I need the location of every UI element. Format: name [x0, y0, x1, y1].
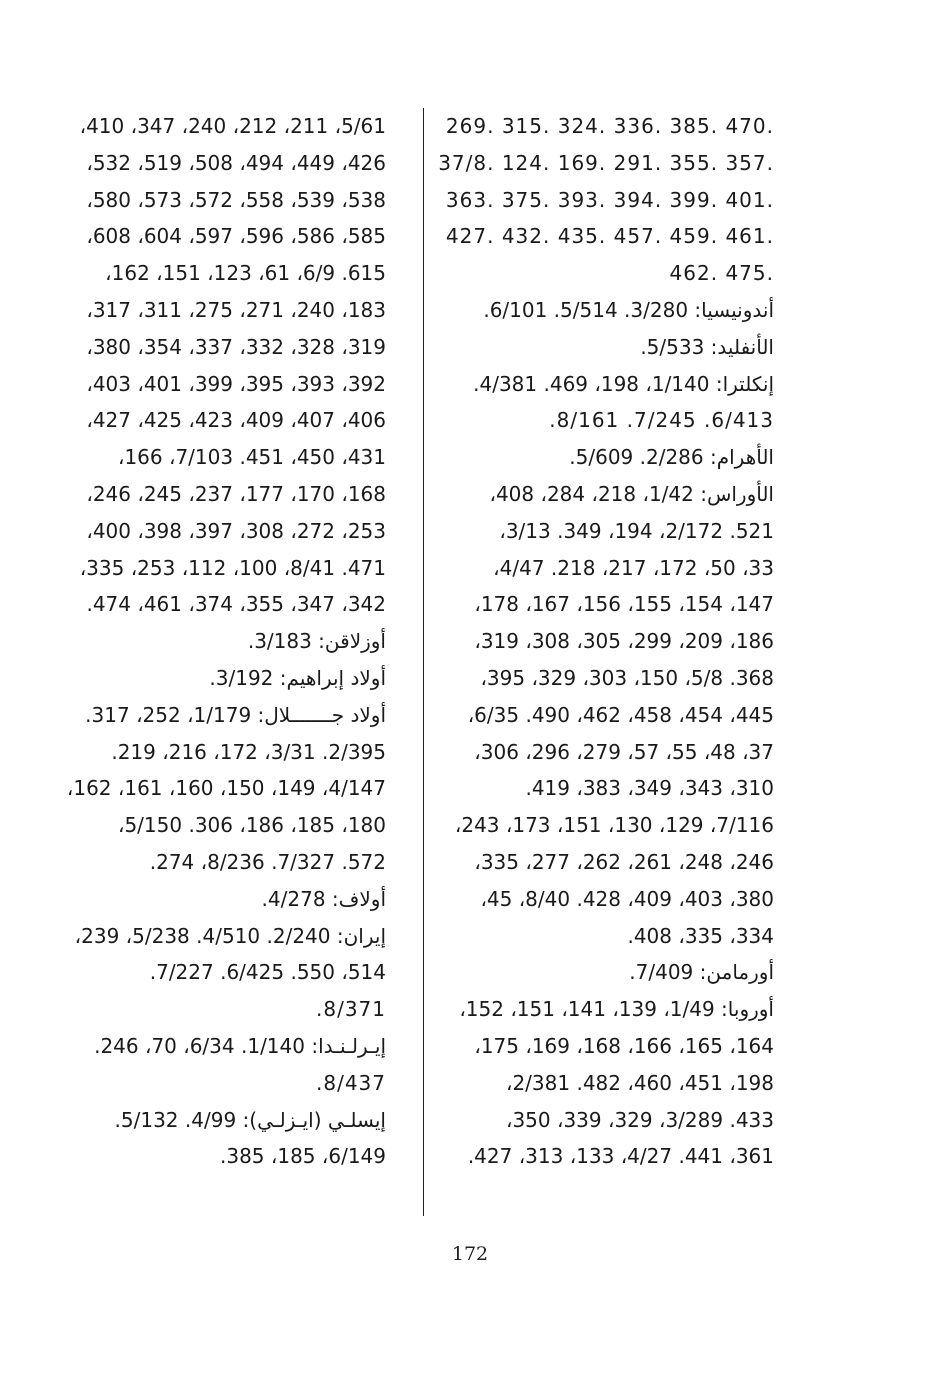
index-line: الأنفليد: 5/533.: [640, 334, 774, 359]
index-line: 6/149، 185، 385.: [220, 1144, 386, 1169]
index-line: 406، 407، 409، 423، 425، 427،: [86, 408, 386, 433]
left-index-column: [46, 108, 386, 1175]
index-line: 433. 3/289، 329، 339، 350،: [505, 1107, 774, 1132]
index-line: 445، 454، 458، 462، 490. 6/35،: [467, 702, 774, 727]
index-line: 147، 154، 155، 156، 167، 178،: [474, 592, 774, 617]
index-line: 8/371.: [316, 997, 386, 1022]
index-line: إيران: 2/240. 4/510. 5/238، 239،: [74, 923, 386, 948]
index-line: أندونيسيا: 3/280. 5/514. 6/101.: [483, 297, 774, 322]
index-line: .357 .355 .291 .169 .124 .37/8: [438, 150, 774, 175]
index-line: أورمامن: 7/409.: [629, 960, 774, 985]
index-line: 572. 7/327. 8/236، 274.: [149, 849, 386, 874]
index-line: 431، 450، 451. 7/103، 166،: [117, 445, 386, 470]
index-line: أولاد إبراهيم: 3/192.: [209, 665, 386, 690]
index-line: 380، 403، 409، 428. 8/40، 45،: [480, 886, 774, 911]
index-line: 361، 441. 4/27، 133، 313، 427.: [467, 1144, 774, 1169]
index-line: 615. 6/9، 61، 123، 151، 162،: [105, 261, 386, 286]
index-line: 168، 170، 177، 237، 245، 246،: [86, 481, 386, 506]
index-line: 183، 240، 271، 275، 311، 317،: [86, 297, 386, 322]
right-index-column: [432, 108, 774, 1175]
index-line: 198، 451، 460، 482. 2/381،: [505, 1070, 774, 1095]
index-line: الأوراس: 1/42، 218، 284، 408،: [489, 481, 774, 506]
index-line: أولاف: 4/278.: [261, 886, 386, 911]
index-line: 8/437.: [316, 1070, 386, 1095]
index-line: الأهرام: 2/286. 5/609.: [569, 445, 774, 470]
index-line: 521. 2/172، 194، 349. 3/13،: [499, 518, 774, 543]
index-line: أولاد جـــــــلال: 1/179، 252، 317.: [85, 702, 386, 727]
index-line: 342، 347، 355، 374، 461، 474.: [86, 592, 386, 617]
index-line: 585، 586، 596، 597، 604، 608،: [86, 224, 386, 249]
index-line: 7/116، 129، 130، 151، 173، 243،: [454, 813, 774, 838]
index-line: 180، 185، 186، 306. 5/150،: [117, 813, 386, 838]
index-line: 186، 209، 299، 305، 308، 319،: [474, 629, 774, 654]
page-number: 172: [451, 1243, 489, 1265]
index-line: إنكلترا: 1/140، 198، 469. 4/381.: [473, 371, 774, 396]
index-line: .475 .462: [669, 261, 774, 286]
index-line: إيسلـي (ايـزلـي): 4/99. 5/132.: [114, 1107, 386, 1132]
index-line: 37، 48، 55، 57، 279، 296، 306،: [474, 739, 774, 764]
index-line: 164، 165، 166، 168، 169، 175،: [474, 1033, 774, 1058]
index-line: أوروبا: 1/49، 139، 141، 151، 152،: [459, 997, 774, 1022]
index-line: 2/395. 3/31، 172، 216، 219.: [111, 739, 386, 764]
index-line: .461 .459 .457 .435 .432 .427: [445, 224, 774, 249]
index-line: 392، 393، 395، 399، 401، 403،: [86, 371, 386, 396]
index-line: إيـرلـنـدا: 1/140. 6/34، 70، 246.: [94, 1033, 386, 1058]
index-line: 538، 539، 558، 572، 573، 580،: [86, 187, 386, 212]
index-line: 319، 328، 332، 337، 354، 380،: [86, 334, 386, 359]
index-line: 33، 50، 172، 217، 218. 4/47،: [493, 555, 774, 580]
index-line: .401 .399 .394 .393 .375 .363: [445, 187, 774, 212]
index-line: 4/147، 149، 150، 160، 161، 162،: [66, 776, 386, 801]
index-line: 253، 272، 308، 397، 398، 400،: [86, 518, 386, 543]
index-line: 426، 449، 494، 508، 519، 532،: [86, 150, 386, 175]
index-line: 6/413. 7/245. 8/161.: [549, 408, 774, 433]
index-line: .470 .385 .336 .324 .315 .269: [445, 114, 774, 138]
index-line: 5/61، 211، 212، 240، 347، 410،: [79, 114, 386, 138]
index-line: 471. 8/41، 100، 112، 253، 335،: [79, 555, 386, 580]
column-divider: [423, 108, 424, 1216]
index-line: أوزلاقن: 3/183.: [247, 629, 386, 654]
index-line: 310، 343، 349، 383، 419.: [525, 776, 774, 801]
index-line: 246، 248، 261، 262، 277، 335،: [474, 849, 774, 874]
index-line: 514، 550. 6/425. 7/227.: [149, 960, 386, 985]
index-line: 334، 335، 408.: [627, 923, 774, 948]
index-line: 368. 5/8، 150، 303، 329، 395،: [480, 665, 774, 690]
